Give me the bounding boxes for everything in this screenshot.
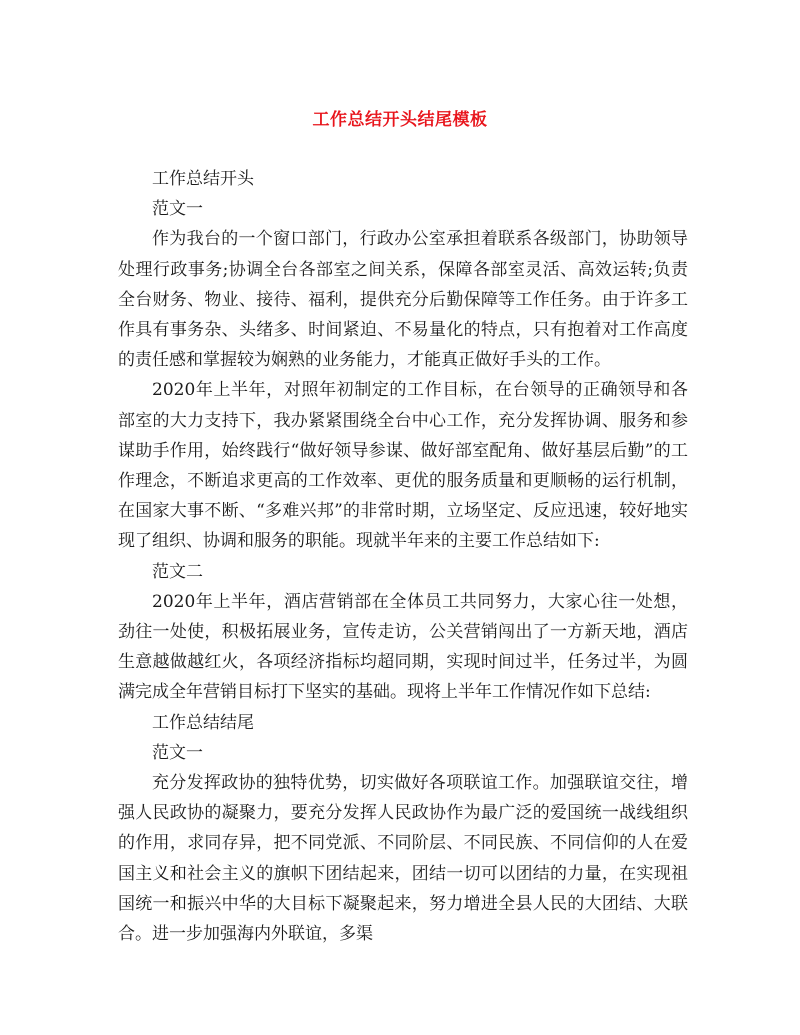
body-paragraph: 作为我台的一个窗口部门，行政办公室承担着联系各级部门，协助领导处理行政事务;协调全台各部室之间关系，保障各部室灵活、高效运转;负责全台财务、物业、接待、福利，提供充分后勤保障等工作任务。由于许多工作具有事务杂、头绪多、时间紧迫、不易量化的特点，只有抱着对工作高度的责任感和掌握较为娴熟的业务能力，才能真正做好手头的工作。 (118, 229, 688, 371)
sample-label-1-closing: 范文一 (152, 742, 203, 763)
sample-label-1: 范文一 (152, 199, 203, 220)
body-paragraph: 充分发挥政协的独特优势，切实做好各项联谊工作。加强联谊交往，增强人民政协的凝聚力，要充分发挥人民政协作为最广泛的爱国统一战线组织的作用，求同存异，把不同党派、不同阶层、不同民族、不同信仰的人在爱国主义和社会主义的旗帜下团结起来，团结一切可以团结的力量，在实现祖国统一和振兴中华的大目标下凝聚起来，努力增进全县人民的大团结、大联合。进一步加强海内外联谊，多渠 (118, 773, 688, 945)
section-heading-closing: 工作总结结尾 (152, 712, 254, 733)
document-body (118, 164, 688, 949)
sample-label-2: 范文二 (152, 561, 203, 582)
body-paragraph: 2020年上半年，酒店营销部在全体员工共同努力，大家心往一处想，劲往一处使，积极拓展业务，宣传走访，公关营销闯出了一方新天地，酒店生意越做越红火，各项经济指标均超同期，实现时间过半，任务过半，为圆满完成全年营销目标打下坚实的基础。现将上半年工作情况作如下总结: (118, 591, 688, 703)
document-title: 工作总结开头结尾模板 (312, 110, 488, 130)
section-heading-opening: 工作总结开头 (152, 169, 254, 189)
body-paragraph: 2020年上半年，对照年初制定的工作目标，在台领导的正确领导和各部室的大力支持下，我办紧紧围绕全台中心工作，充分发挥协调、服务和参谋助手作用，始终践行“做好领导参谋、做好部室配角、做好基层后勤”的工作理念，不断追求更高的工作效率、更优的服务质量和更顺畅的运行机制，在国家大事不断、“多难兴邦”的非常时期，立场坚定、反应迅速，较好地实现了组织、协调和服务的职能。现就半年来的主要工作总结如下: (118, 380, 688, 552)
